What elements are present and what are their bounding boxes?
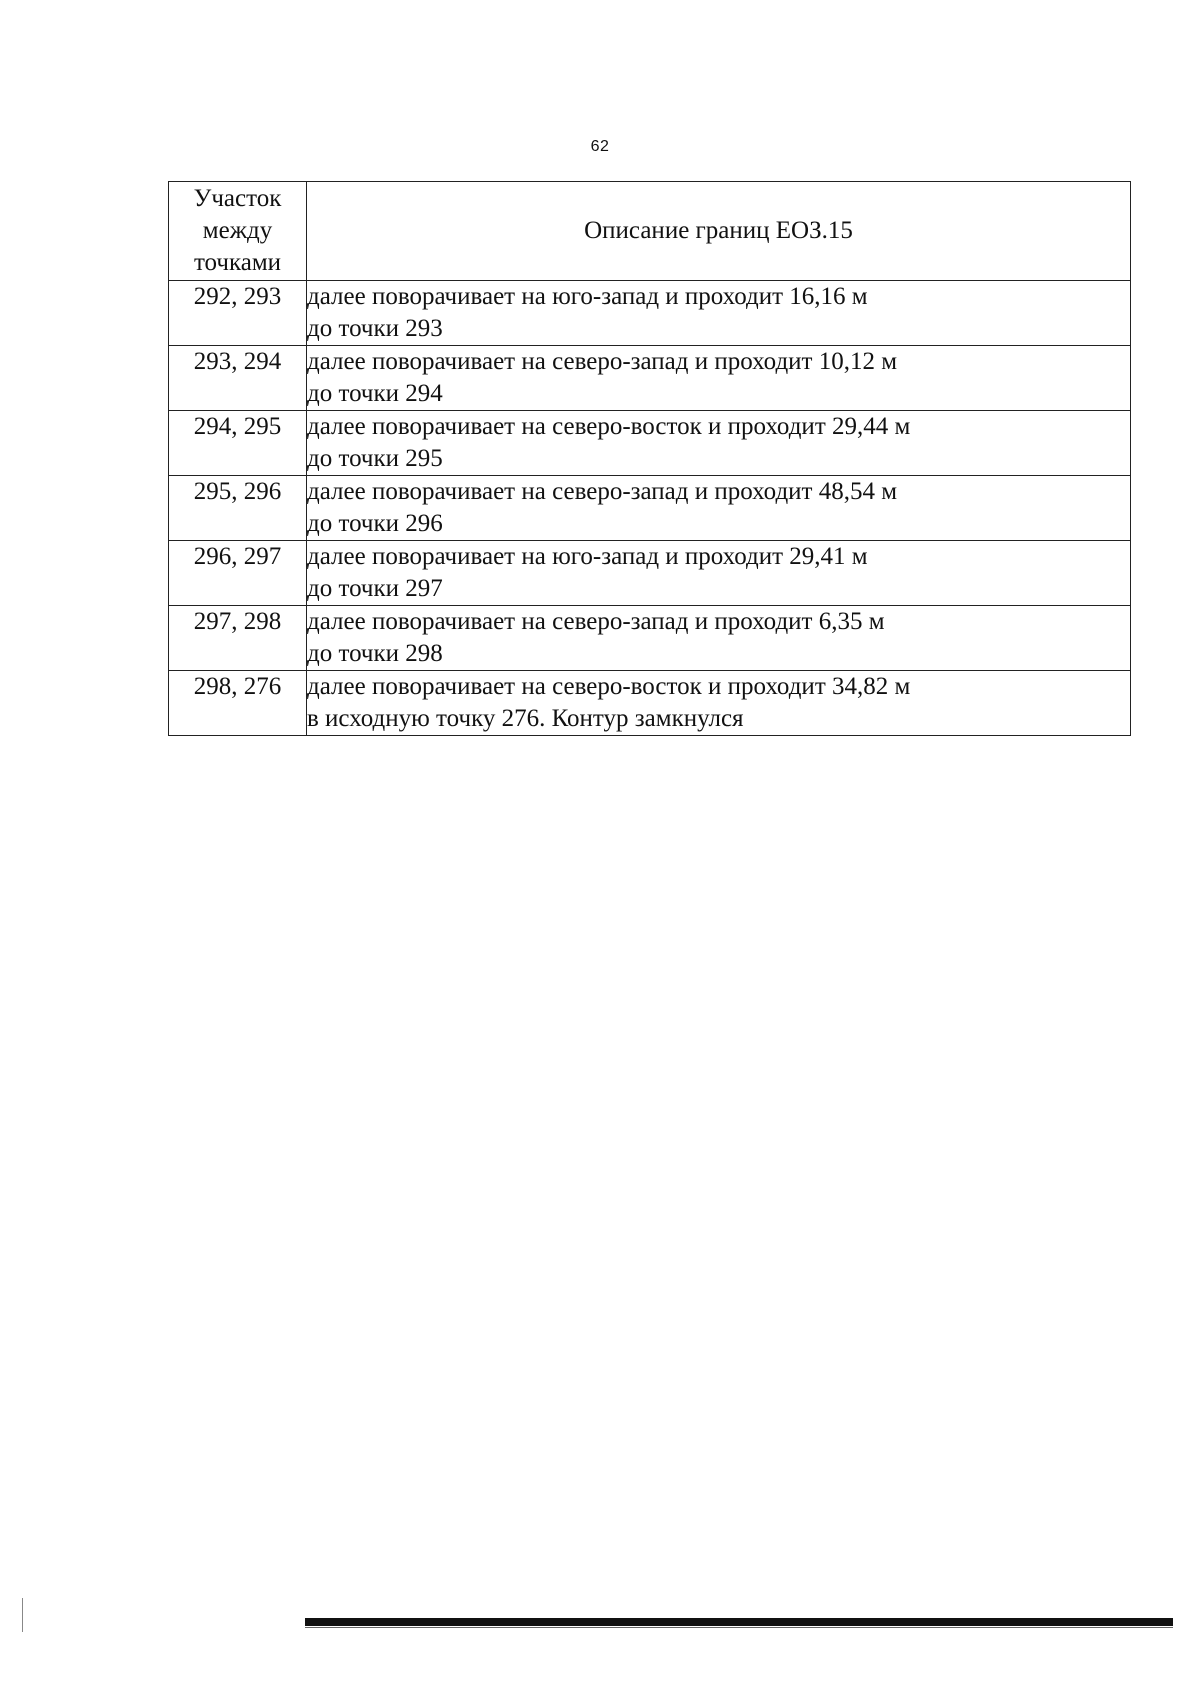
table-row — [169, 281, 1131, 346]
description-line: далее поворачивает на северо-запад и проходит 48,54 м — [307, 478, 898, 505]
description-line: в исходную точку 276. Контур замкнулся — [307, 705, 744, 732]
description-line: до точки 296 — [307, 510, 443, 537]
row-points: 297, 298 — [169, 606, 307, 671]
boundary-description-table — [168, 181, 1131, 736]
table-row — [169, 411, 1131, 476]
description-line: далее поворачивает на северо-восток и проходит 29,44 м — [307, 413, 911, 440]
header-points-line: между — [202, 217, 273, 244]
description-line: далее поворачивает на северо-восток и проходит 34,82 м — [307, 673, 911, 700]
description-line: далее поворачивает на юго-запад и проходит 16,16 м — [307, 283, 868, 310]
description-line: далее поворачивает на северо-запад и проходит 6,35 м — [307, 608, 885, 635]
row-description — [307, 411, 1131, 476]
row-description — [307, 281, 1131, 346]
footer-thin-rule — [305, 1627, 1173, 1628]
header-points-line: точками — [193, 249, 282, 276]
table-row — [169, 541, 1131, 606]
row-description — [307, 541, 1131, 606]
row-description — [307, 671, 1131, 736]
table-row — [169, 476, 1131, 541]
description-line: до точки 294 — [307, 380, 443, 407]
row-description — [307, 606, 1131, 671]
footer-rule — [305, 1618, 1173, 1626]
header-points-between — [169, 182, 307, 281]
row-points: 293, 294 — [169, 346, 307, 411]
row-description — [307, 346, 1131, 411]
row-points: 298, 276 — [169, 671, 307, 736]
description-line: далее поворачивает на северо-запад и проходит 10,12 м — [307, 348, 898, 375]
description-line: до точки 295 — [307, 445, 443, 472]
description-line: далее поворачивает на юго-запад и проходит 29,41 м — [307, 543, 868, 570]
description-line: до точки 297 — [307, 575, 443, 602]
page-number: 62 — [590, 138, 610, 155]
scan-margin-mark — [22, 1598, 23, 1632]
row-points: 295, 296 — [169, 476, 307, 541]
row-points: 296, 297 — [169, 541, 307, 606]
row-points: 294, 295 — [169, 411, 307, 476]
row-description — [307, 476, 1131, 541]
table-row — [169, 346, 1131, 411]
header-points-line: Участок — [193, 185, 282, 212]
table-header-row — [169, 182, 1131, 281]
description-line: до точки 293 — [307, 315, 443, 342]
table-row — [169, 606, 1131, 671]
description-line: до точки 298 — [307, 640, 443, 667]
row-points: 292, 293 — [169, 281, 307, 346]
table-row — [169, 671, 1131, 736]
header-boundary-description: Описание границ ЕОЗ.15 — [307, 182, 1131, 281]
